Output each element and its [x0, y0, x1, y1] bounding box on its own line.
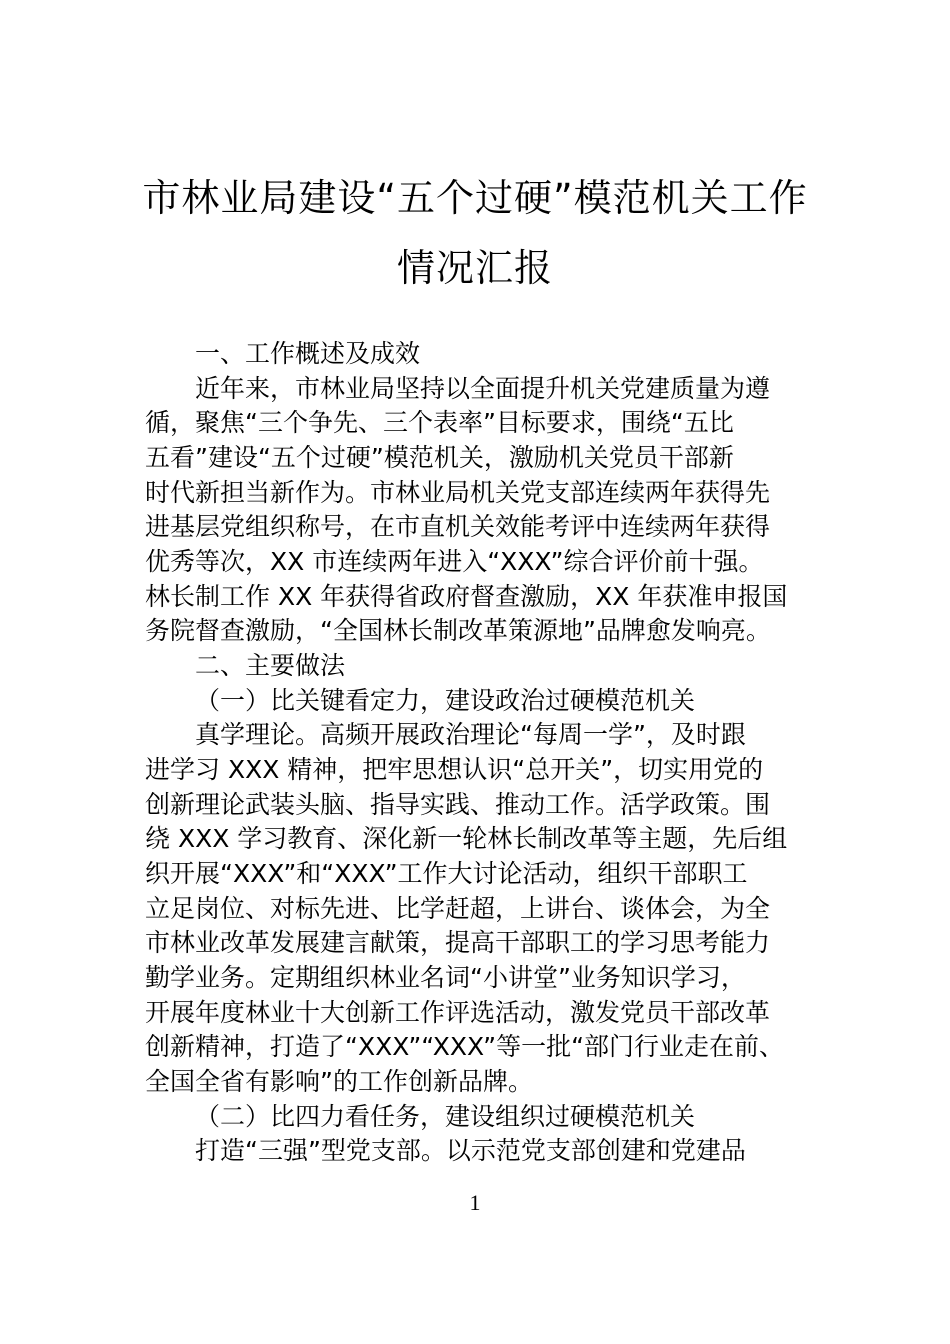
paragraph-line: 进基层党组织称号，在市直机关效能考评中连续两年获得 — [145, 512, 771, 541]
paragraph-line: 开展年度林业十大创新工作评选活动，激发党员干部改革 — [145, 998, 771, 1027]
paragraph-line: 勤学业务。定期组织林业名词“小讲堂”业务知识学习， — [145, 963, 746, 992]
paragraph-line: 优秀等次，XX 市连续两年进入“XXX”综合评价前十强。 — [145, 547, 764, 576]
paragraph-line: 全国全省有影响”的工作创新品牌。 — [145, 1067, 533, 1096]
subsection-heading-2: （二）比四力看任务，建设组织过硬模范机关 — [195, 1102, 696, 1131]
paragraph-line: 时代新担当新作为。市林业局机关党支部连续两年获得先 — [145, 478, 771, 507]
paragraph-line: 市林业改革发展建言献策，提高干部职工的学习思考能力 — [145, 928, 771, 957]
paragraph-line: 创新理论武装头脑、指导实践、推动工作。活学政策。围 — [145, 790, 771, 819]
document-title-line-2: 情况汇报 — [396, 246, 553, 290]
paragraph-line: 近年来，市林业局坚持以全面提升机关党建质量为遵 — [195, 374, 771, 403]
page-number: 1 — [469, 1190, 481, 1215]
paragraph-line: 真学理论。高频开展政治理论“每周一学”，及时跟 — [195, 720, 746, 749]
paragraph-line: 绕 XXX 学习教育、深化新一轮林长制改革等主题，先后组 — [145, 824, 788, 853]
paragraph-line: 创新精神，打造了“XXX”“XXX”等一批“部门行业走在前、 — [145, 1032, 785, 1061]
document-title-line-1: 市林业局建设“五个过硬”模范机关工作 — [142, 176, 808, 220]
paragraph-line: 务院督查激励，“全国林长制改革策源地”品牌愈发响亮。 — [145, 616, 771, 645]
paragraph-line: 打造“三强”型党支部。以示范党支部创建和党建品 — [195, 1136, 746, 1165]
section-heading-2: 二、主要做法 — [195, 651, 346, 680]
paragraph-line: 林长制工作 XX 年获得省政府督查激励，XX 年获准申报国 — [145, 582, 788, 611]
subsection-heading-1: （一）比关键看定力，建设政治过硬模范机关 — [195, 686, 696, 715]
paragraph-line: 织开展“XXX”和“XXX”工作大讨论活动，组织干部职工 — [145, 859, 748, 888]
paragraph-line: 立足岗位、对标先进、比学赶超，上讲台、谈体会，为全 — [145, 894, 771, 923]
paragraph-line: 循，聚焦“三个争先、三个表率”目标要求，围绕“五比 — [145, 408, 734, 437]
paragraph-line: 五看”建设“五个过硬”模范机关，激励机关党员干部新 — [145, 443, 734, 472]
paragraph-line: 进学习 XXX 精神，把牢思想认识“总开关”，切实用党的 — [145, 755, 764, 784]
section-heading-1: 一、工作概述及成效 — [195, 339, 421, 368]
